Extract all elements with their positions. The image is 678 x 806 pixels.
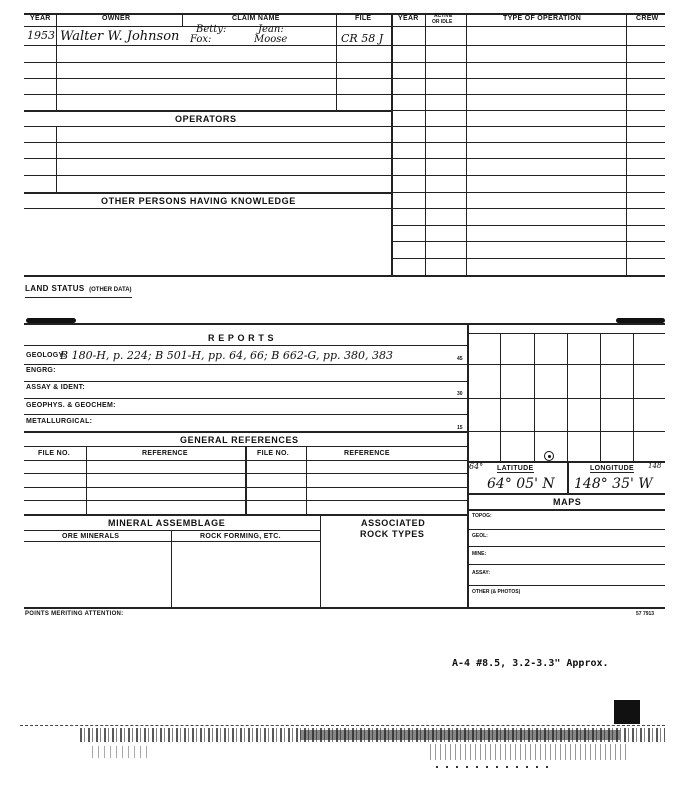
reports-geology-label: GEOLOGY: — [26, 352, 66, 359]
header-year-2: YEAR — [398, 15, 419, 22]
header-owner: OWNER — [102, 15, 131, 22]
header-year: YEAR — [30, 15, 51, 22]
maps-mine: MINE: — [472, 551, 487, 557]
maps-title: MAPS — [553, 497, 582, 507]
entry-claim-bottom: Fox: — [190, 34, 212, 45]
mineral-assemblage-title: MINERAL ASSEMBLAGE — [108, 518, 226, 528]
reports-metallurgical-label: METALLURGICAL: — [26, 418, 93, 425]
land-status-label: LAND STATUS (OTHER DATA) — [25, 278, 132, 298]
header-type-of-operation: TYPE OF OPERATION — [503, 15, 582, 22]
maps-topog: TOPOG: — [472, 513, 492, 519]
lat-prefix: 64° — [469, 462, 484, 471]
gen-ref-reference-2: REFERENCE — [344, 450, 390, 457]
form-number: 57 7913 — [636, 611, 655, 617]
entry-year: 1953 — [27, 29, 55, 42]
header-active: ACTIVE — [434, 13, 453, 19]
header-file: FILE — [355, 15, 372, 22]
reports-num-30: 30 — [457, 391, 463, 397]
reports-geology-value: B 180-H, p. 224; B 501-H, pp. 64, 66; B 662-G, pp. 380, 383 — [60, 349, 393, 362]
maps-other: OTHER (& PHOTOS) — [472, 589, 521, 595]
rock-forming-label: ROCK FORMING, ETC. — [200, 533, 281, 540]
points-meriting-label: POINTS MERITING ATTENTION: — [25, 611, 124, 617]
reports-title: R E P O R T S — [208, 333, 275, 343]
entry-owner: Walter W. Johnson — [60, 29, 180, 44]
longitude-value: 148° 35' W — [574, 476, 653, 492]
lon-suffix: 148 — [648, 462, 662, 470]
ore-minerals-label: ORE MINERALS — [62, 533, 120, 540]
entry-claim-top: Betty: — [196, 24, 227, 35]
reports-geophys-label: GEOPHYS. & GEOCHEM: — [26, 402, 116, 409]
other-persons-title: OTHER PERSONS HAVING KNOWLEDGE — [101, 196, 296, 206]
associated-label: ASSOCIATED — [361, 518, 426, 528]
general-references-title: GENERAL REFERENCES — [180, 435, 299, 445]
reports-assay-label: ASSAY & IDENT: — [26, 384, 86, 391]
header-crew: CREW — [636, 15, 659, 22]
gen-ref-file-no-2: FILE NO. — [257, 450, 289, 457]
gen-ref-reference: REFERENCE — [142, 450, 188, 457]
maps-geol: GEOL: — [472, 533, 488, 539]
rock-types-label: ROCK TYPES — [360, 529, 425, 539]
reports-engrg-label: ENGRG: — [26, 367, 56, 374]
header-claim-name: CLAIM NAME — [232, 15, 280, 22]
maps-assay: ASSAY: — [472, 570, 491, 576]
longitude-label: LONGITUDE — [590, 465, 634, 472]
gen-ref-file-no: FILE NO. — [38, 450, 70, 457]
latitude-label: LATITUDE — [497, 465, 534, 472]
entry-claim-top-2: Jean: — [258, 24, 284, 35]
header-or-idle: OR IDLE — [432, 19, 453, 25]
entry-file: CR 58 J — [341, 32, 384, 45]
typed-note: A-4 #8.5, 3.2-3.3" Approx. — [452, 658, 609, 669]
reports-num-45: 45 — [457, 356, 463, 362]
entry-claim-bottom-2: Moose — [254, 34, 288, 45]
reports-num-15: 15 — [457, 425, 463, 431]
latitude-value: 64° 05' N — [487, 476, 555, 492]
operators-title: OPERATORS — [175, 114, 237, 124]
